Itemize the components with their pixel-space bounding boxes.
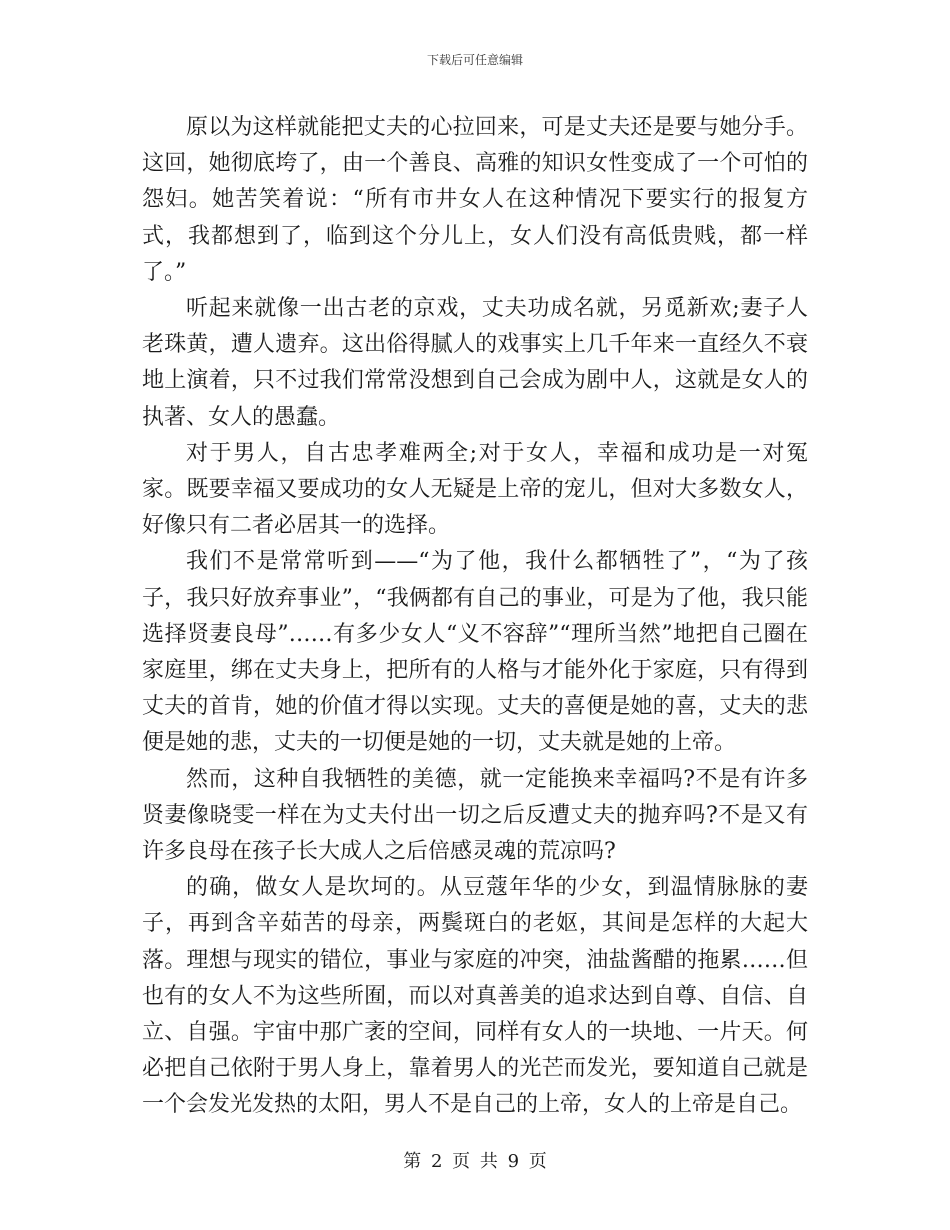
page-header-note: 下载后可任意编辑 [426, 53, 523, 67]
paragraph-5: 然而，这种自我牺牲的美德，就一定能换来幸福吗?不是有许多贤妻像晓雯一样在为丈夫付出一切之后反遭丈夫的抛弃吗?不是又有许多良母在孩子长大成人之后倍感灵魂的荒凉吗? [142, 766, 808, 865]
page-number: 第 2 页 共 9 页 [403, 1151, 547, 1172]
paragraph-3: 对于男人，自古忠孝难两全;对于女人，幸福和成功是一对冤家。既要幸福又要成功的女人无疑是上帝的宠儿，但对大多数女人，好像只有二者必居其一的选择。 [142, 440, 808, 539]
paragraph-2: 听起来就像一出古老的京戏，丈夫功成名就，另觅新欢;妻子人老珠黄，遭人遗弃。这出俗得腻人的戏事实上几千年来一直经久不衰地上演着，只不过我们常常没想到自己会成为剧中人，这就是女人的执著、女人的愚蠢。 [142, 296, 808, 430]
paragraph-6: 的确，做女人是坎坷的。从豆蔻年华的少女，到温情脉脉的妻子，再到含辛茹苦的母亲，两鬓斑白的老妪，其间是怎样的大起大落。理想与现实的错位，事业与家庭的冲突，油盐酱醋的拖累……但也有的女人不为这些所囿，而以对真善美的追求达到自尊、自信、自立、自强。宇宙中那广袤的空间，同样有女人的一块地、一片天。何必把自己依附于男人身上，靠着男人的光芒而发光，要知道自己就是一个会发光发热的太阳，男人不是自己的上帝，女人的上帝是自己。 [142, 875, 808, 1118]
article-body [142, 110, 808, 1124]
paragraph-4: 我们不是常常听到——“为了他，我什么都牺牲了”，“为了孩子，我只好放弃事业”，“我俩都有自己的事业，可是为了他，我只能选择贤妻良母”……有多少女人“义不容辞”“理所当然”地把自己圈在家庭里，绑在丈夫身上，把所有的人格与才能外化于家庭，只有得到丈夫的首肯，她的价值才得以实现。丈夫的喜便是她的喜，丈夫的悲便是她的悲，丈夫的一切便是她的一切，丈夫就是她的上帝。 [142, 549, 808, 756]
paragraph-1: 原以为这样就能把丈夫的心拉回来，可是丈夫还是要与她分手。这回，她彻底垮了，由一个善良、高雅的知识女性变成了一个可怕的怨妇。她苦笑着说：“所有市井女人在这种情况下要实行的报复方式，我都想到了，临到这个分儿上，女人们没有高低贵贱，都一样了。” [142, 115, 808, 285]
